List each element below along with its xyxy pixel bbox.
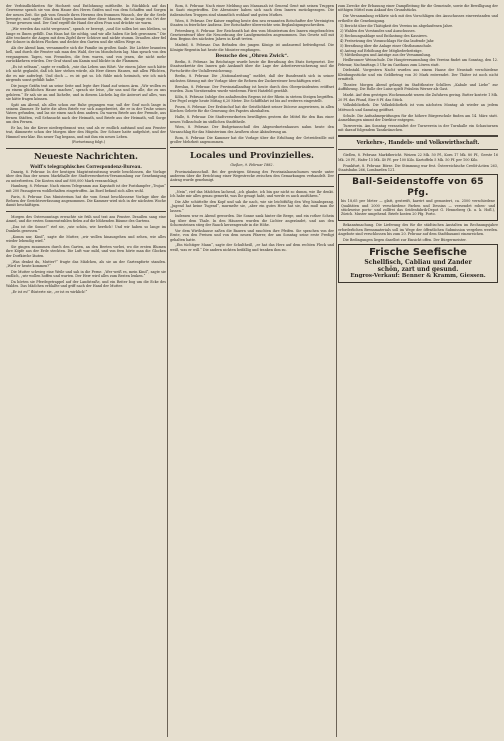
serial-continuation: (Fortsetzung folgt.) — [71, 140, 106, 145]
section-subtitle: Wolff's telegraphisches Correspondenz-Bureau. — [30, 163, 142, 169]
serial2-paragraph: „Er ist es!“ flüsterte sie, „er ist es wirklich!“ — [11, 290, 88, 295]
serial3-paragraph: „Ein tüchtiger Mann“, sagte der Schultheiß, „er hat das Herz auf dem rechten Fleck und weiß, was er will.“ Die andern nickten beifällig und tranken ihm zu. — [170, 243, 334, 252]
agenda-item: 4) Festsetzung des Voranschlags für das laufende Jahr. — [340, 38, 435, 43]
news-item: Wien, 8. Februar. Der Budgetausschuß des Abgeordnetenhauses nahm heute den Voranschlag für das Ministerium des Aeußern ohne Abänderung an. — [170, 125, 334, 134]
serial2-paragraph: „Was denkst du, Mutter?“ fragte das Mädchen, als sie an der Gartenpforte standen. „Wird er heute kommen?“ — [6, 259, 166, 268]
divider — [338, 149, 498, 150]
agenda-item: 2) Wahlen des Vorstandes und Ausschusses. — [340, 29, 416, 34]
agenda-item: 7) Mittheilungen und Anträge aus der Versammlung. — [340, 53, 432, 58]
ad-subline: schön, zart und gesund. — [377, 266, 459, 274]
dateline: Gießen, 9. Februar 1882. — [230, 163, 274, 168]
news-item: Berlin, 8. Februar. Die „Nationalzeitung“ meldet, daß der Bundesrath sich in seiner nächsten Sitzung mit der Vorlage über die Reform der Zuckersteuer beschäftigen wird. — [170, 74, 334, 83]
news-item: Danzig, 8. Februar. In der heutigen Magistratssitzung wurde beschlossen, die Vorlage über den Bau der neuen Markthalle der Stadtverordneten-Versammlung zur Genehmigung zu unterbreiten. Die Kosten sind auf 800,000 Mark veranschlagt. — [6, 169, 166, 183]
notice-paragraph: Bekanntmachung. Die Lieferung des für die städtischen Anstalten im Rechnungsjahre erforderlichen Brennmaterials soll im Wege der öffentlichen Submission vergeben werden. Angebote sind verschlossen bis zum 20. Februar auf dem Stadtbauamt einzureichen. — [338, 223, 498, 236]
news-item: Paris, 8. Februar. Das Ministerium hat die vom Senat beschlossene Vorlage über die Reform der Gerichtsverfassung angenommen. Die Kammer wird sich in der nächsten Woche damit beschäftigen. — [6, 194, 166, 208]
advertisement-silk — [338, 174, 498, 221]
news-item: Breslau, 8. Februar. Der Provinziallandtag ist heute durch den Oberpräsidenten eröffnet worden. Zum Vorsitzenden wurde wiederum Fürst Hatzfeld gewählt. — [170, 84, 334, 93]
divider — [6, 148, 166, 149]
news-item: Köln, 8. Februar. Infolge des anhaltenden Regens ist der Rhein in stetem Steigen begriffen. Der Pegel zeigte heute Mittag 6,20 Meter. Die Schifffahrt ist bis auf weiteres eingestellt. — [170, 94, 334, 104]
notice-paragraph: Volksbibliothek. Die Volksbibliothek ist vom nächsten Montag ab wieder an jedem Mittwoch und Samstag geöffnet. — [338, 103, 498, 112]
serial3-paragraph: „Nein“, rief das Mädchen lachend, „ich glaube, ich bin gar nicht so dumm, wie Ihr denkt. Ich habe mir alles genau gemerkt, was Ihr gesagt habt, und werde es auch ausführen.“ — [170, 189, 334, 198]
divider — [170, 186, 334, 187]
agenda-item: 3) Rechnungsablage und Entlastung des Kassirers. — [340, 34, 428, 39]
divider — [338, 135, 498, 137]
column-3 — [338, 4, 498, 737]
news-item: Posen, 8. Februar. Der Erzbischof hat die Geistlichkeit seiner Diöcese angewiesen, in allen Kirchen Gebete für die Genesung des Papstes abzuhalten. — [170, 105, 334, 114]
news-item: Halle, 8. Februar. Die Stadtverordneten bewilligten gestern die Mittel für den Bau einer neuen Volksschule im südlichen Stadttheile. — [170, 115, 334, 124]
serial2-paragraph: Sie gingen zusammen durch den Garten, an den Beeten vorbei, wo die ersten Blumen ihre Köpfe aus der Erde steckten. Die Luft war mild, und von fern hörte man die Glocken der Dorfkirche läuten. — [6, 245, 166, 258]
column-2 — [170, 4, 334, 737]
news-item: Hamburg, 8. Februar. Nach einem Telegramm aus Kapstadt ist der Postdampfer „Trojan“ mit 200 Passagieren wohlbehalten eingetroffen. An Bord befand sich alles wohl. — [6, 184, 166, 193]
notice-paragraph: Die Bedingungen liegen daselbst zur Einsicht offen. Der Bürgermeister. — [343, 237, 467, 242]
ad-footer: Engros-Verkauf: Benner & Kramm, Giessen. — [350, 273, 486, 280]
column-1 — [6, 4, 166, 737]
column-rule — [167, 4, 168, 737]
agenda-list — [338, 24, 498, 57]
notice-paragraph: Turnverein. Am Sonntag veranstaltet der Turnverein in der Turnhalle ein Schauturnen mit darauf folgendem Tanzkränzchen. — [338, 123, 498, 133]
serial3-paragraph: Die Alte schüttelte den Kopf und sah ihr nach, wie sie leichtfüßig den Weg hinabsprang. „Jugend hat keine Tugend“, murmelte sie, „aber ein gutes Herz hat sie, das muß man ihr lassen.“ — [170, 199, 334, 213]
advertisement-fish — [338, 244, 498, 283]
serial-intro: der Verbindlichkeiten für Hochzeit und Entlohnung mittheilte. In Rückblick auf das Gewesene sprach sie von dem Hause des Herrn Gräfen und von dem Schaffen und Sorgen der neuen Zeit. Sie gab vom Grunde ihres Herzens den frommen Wunsch, der ihr die Seele bewegte, und sagte: Glück und Segen komme über diese Mauern, die so lange ein Ort der Treue gewesen sind. Der Graf ergriff die Hand der alten Frau und drückte sie warm. — [6, 4, 166, 26]
ad-line: Schellfisch, Cabliau und Zander — [364, 259, 472, 267]
serial2-paragraph: Morgen des Ostersonntags erwachte sie früh und trat ans Fenster. Draußen sang eine Amsel, und die ersten Sonnenstrahlen fielen auf die blühenden Bäume des Gartens. — [6, 214, 166, 223]
serial2-paragraph: Da hörten sie Pferdegetrappel auf der Landstraße, und ein Reiter bog um die Ecke des Waldes. Das Mädchen erblaßte und griff nach der Hand der Mutter. — [6, 280, 166, 289]
serial-paragraph: Er las, bis die Kerze niedergebrannt war, und als er endlich aufstand und ans Fenster trat, dämmerte schon der Morgen über den Hügeln. Der Schnee hatte aufgehört, und der Himmel war klar. Ein neuer Tag begann, und mit ihm ein neues Leben. — [6, 125, 166, 139]
ad-headline: Ball-Seidenstoffe von 65 Pfg. — [352, 177, 484, 199]
serial-paragraph: „Wir werden das nicht vergessen“, sprach er bewegt, „und Sie sollen bei uns bleiben, so lange es Ihnen gefällt. Das Haus hat Sie nöthig, und wir alle haben Sie lieb gewonnen.“ Die Alte trocknete die Augen mit dem Zipfel ihrer Schürze und nickte stumm. Draußen aber fiel der Schnee in dichten Flocken und deckte den Garten und die stillen Wege zu. — [6, 27, 166, 45]
notice-paragraph: Die Versammlung erklärte sich mit den Vorschlägen des Ausschusses einverstanden und ertheilte die Genehmigung. — [338, 14, 498, 23]
ad-headline: Frische Seefische — [369, 247, 467, 259]
serial-paragraph: Als der Abend kam, versammelte sich die Familie im großen Saale. Die Lichter brannten hell, und durch die Fenster sah man den Wald, der im Mondschein lag. Man sprach von den vergangenen Tagen, von Freunden, die fern waren, und von jenen, die nicht mehr zurückkehren würden. Der Graf stand am Kamin und blickte in die Flammen. — [6, 46, 166, 64]
notice-paragraph: Heilbronner Weinschule. Die Hauptversammlung des Vereins findet am Sonntag, den 12. Februar, Nachmittags 3 Uhr im Gasthaus zum Löwen statt. — [338, 58, 498, 67]
serial2-paragraph: Die Mutter schwieg eine Weile und sah in die Ferne. „Wer weiß es, mein Kind“, sagte sie endlich, „wir wollen hoffen und warten. Der Herr wird alles zum Besten lenken.“ — [6, 269, 166, 279]
serial2-paragraph: „Komm nur, Kind“, sagte die Mutter, „wir wollen hinausgehen und sehen, wie alles wieder lebendig wird.“ — [6, 234, 166, 244]
serial-paragraph: Die junge Gräfin trat an seine Seite und legte ihre Hand auf seinen Arm. „Wir wollen es zu einem glücklichen Hause machen“, sprach sie leise, „für uns und für alle, die zu uns gehören.“ Er sah sie an und lächelte, und in diesem Lächeln lag die Antwort auf alles, was sie hätte fragen können. — [6, 83, 166, 101]
section-title-news: Neueste Nachrichten. — [33, 151, 138, 162]
notice-paragraph: zum Zwecke der Erbauung einer Dampfleitung für die Gemeinde, sowie die Bewilligung der nöthigen Mittel zum Ankauf des Grundstücks. — [338, 4, 498, 13]
ad-text: bis 18,65 per Meter — glatt, gestreift, karrirt und gemustert, ca. 2500 verschiedene Qualitäten und 2000 verschiedene Farben und Dessins — versendet roben- und stückweise porto- und zollfrei das Seidenfabrik-Depot G. Henneberg (k. u. k. Hofl.), Zürich. Muster umgehend. Briefe kosten 20 Pfg. Porto. — [341, 199, 495, 217]
subsection-title: Besuche des „Ohren Zwick“. — [215, 53, 289, 59]
news-item: Madrid, 8. Februar. Das Befinden des jungen Königs ist andauernd befriedigend. Die Königin-Regentin hat heute die Minister empfangen. — [170, 43, 334, 52]
market-report: Frankfurt, 8. Februar. Börse. Die Stimmung war fest. Österreichische Credit-Actien 263, Staatsbahn 266, Lombarden 121. — [338, 163, 498, 172]
column-rule — [336, 4, 337, 737]
serial3-paragraph: Vor dem Wirthshause saßen die Bauern und rauchten ihre Pfeifen. Sie sprachen von der Ernte, von den Preisen und von dem neuen Pfarrer, der am Sonntag seine erste Predigt gehalten hatte. — [170, 228, 334, 242]
serial-paragraph: Spät am Abend, als alles schon zur Ruhe gegangen war, saß der Graf noch lange in seinem Zimmer. Er hatte die alten Briefe vor sich ausgebreitet, die er in der Truhe seines Vaters gefunden, und las sie einen nach dem andern. Da waren Briefe aus der Fremde, aus fernen Städten, voll Sehnsucht nach der Heimath, und Briefe aus der Heimath, voll Sorge um den Fernen. — [6, 102, 166, 125]
serial3-paragraph: Indessen war es Abend geworden. Die Sonne sank hinter die Berge, und ein rother Schein lag über dem Thale. In den Häusern wurden die Lichter angezündet, und aus den Schornsteinen stieg der Rauch kerzengerade in die Höhe. — [170, 214, 334, 228]
section-title-economy: Verkehrs-, Handels- und Volkswirthschaft. — [356, 140, 480, 147]
news-item: Rom, 8. Februar. Die Kammer hat die Vorlage über die Erhöhung der Getreidezölle mit großer Mehrheit angenommen. — [170, 135, 334, 144]
agenda-item: 6) Antrag auf Erhöhung der Mitgliederbeiträge. — [340, 48, 423, 53]
notice-paragraph: Theater. Morgen Abend gelangt im Stadttheater Schillers „Kabale und Liebe“ zur Aufführung. Die Rolle der Luise spielt Fräulein Werner als Gast. — [338, 83, 498, 92]
section-title-local: Locales und Provinzielles. — [190, 151, 314, 162]
divider — [170, 147, 334, 148]
notice-paragraph: Diebstahl. Vorgestern Nacht wurden aus einem Hause der Neustadt verschiedene Kleidungsstücke und ein Geldbetrag von 30 Mark entwendet. Der Thäter ist noch nicht ermittelt. — [338, 68, 498, 82]
news-item: Berlin, 8. Februar. Im Reichstage wurde heute die Berathung des Etats fortgesetzt. Der Staatssekretär des Innern gab Auskunft über die Lage der Arbeiterversicherung und die Fortschritte der Unfallversicherung. — [170, 59, 334, 73]
agenda-item: 5) Berathung über die Anlage einer Obstbaumschule. — [340, 43, 433, 48]
serial-paragraph: „Es ist seltsam“, sagte er endlich, „wie das Leben uns führt. Vor einem Jahre noch hätte ich nicht geglaubt, daß ich hier stehen würde, als Herr dieses Hauses, mit allen Pflichten, die es mir auferlegt. Und doch — es ist gut so. Ich fühle mich heimisch, wie ich mich nirgends sonst gefühlt habe.“ — [6, 64, 166, 82]
divider — [6, 211, 166, 212]
agenda-item: 1) Bericht über die Thätigkeit des Vereins im abgelaufenen Jahre. — [340, 24, 454, 29]
news-item: Petersburg, 8. Februar. Der Reichsrath hat den vom Ministerium des Innern eingebrachten Gesetzentwurf über die Neuordnung der Landgemeinden angenommen. Das Gesetz soll mit dem Beginn des nächsten Jahres in Kraft treten. — [170, 28, 334, 42]
notice-paragraph: Markt. Auf dem gestrigen Wochenmarkt waren die Zufuhren gering. Butter kostete 1 Mk. 20 Pf. das Pfund, Eier 8 Pf. das Stück. — [338, 93, 498, 102]
serial2-paragraph: „Das ist die Sonne!“ rief sie, „wie schön, wie herrlich! Und wir haben so lange im Dunkeln gesessen.“ — [6, 224, 166, 234]
notice-paragraph: Schule. Die Aufnahmeprüfungen für die höhere Bürgerschule finden am 14. März statt. Anmeldungen nimmt der Direktor entgegen. — [338, 113, 498, 122]
local-item: Provinzialausschuß. Bei der gestrigen Sitzung des Provinzialausschusses wurde unter anderem über die Errichtung einer Wegestrecke zwischen den Gemarkungen verhandelt. Der Antrag wurde genehmigt. — [170, 169, 334, 183]
news-item: Wien, 8. Februar. Der Kaiser empfing heute den neu ernannten Botschafter der Vereinigten Staaten in feierlicher Audienz. Der Botschafter überreichte sein Beglaubigungsschreiben. — [170, 18, 334, 27]
market-report: Gießen, 8. Februar. Marktbericht. Weizen 22 Mk. 50 Pf., Korn 17 Mk. 80 Pf., Gerste 16 Mk. 20 Pf., Hafer 15 Mk. 40 Pf. per 100 Kilo. Kartoffeln 5 Mk. 50 Pf. per 100 Kilo. — [338, 153, 498, 162]
news-item: Rom, 8. Februar. Nach einer Meldung aus Massauah ist General Gené mit seinen Truppen in Saati eingetroffen. Die Abessinier haben sich nach dem Innern zurückgezogen. Die italienischen Truppen sind sämmtlich wohlauf und guten Muthes. — [170, 4, 334, 17]
